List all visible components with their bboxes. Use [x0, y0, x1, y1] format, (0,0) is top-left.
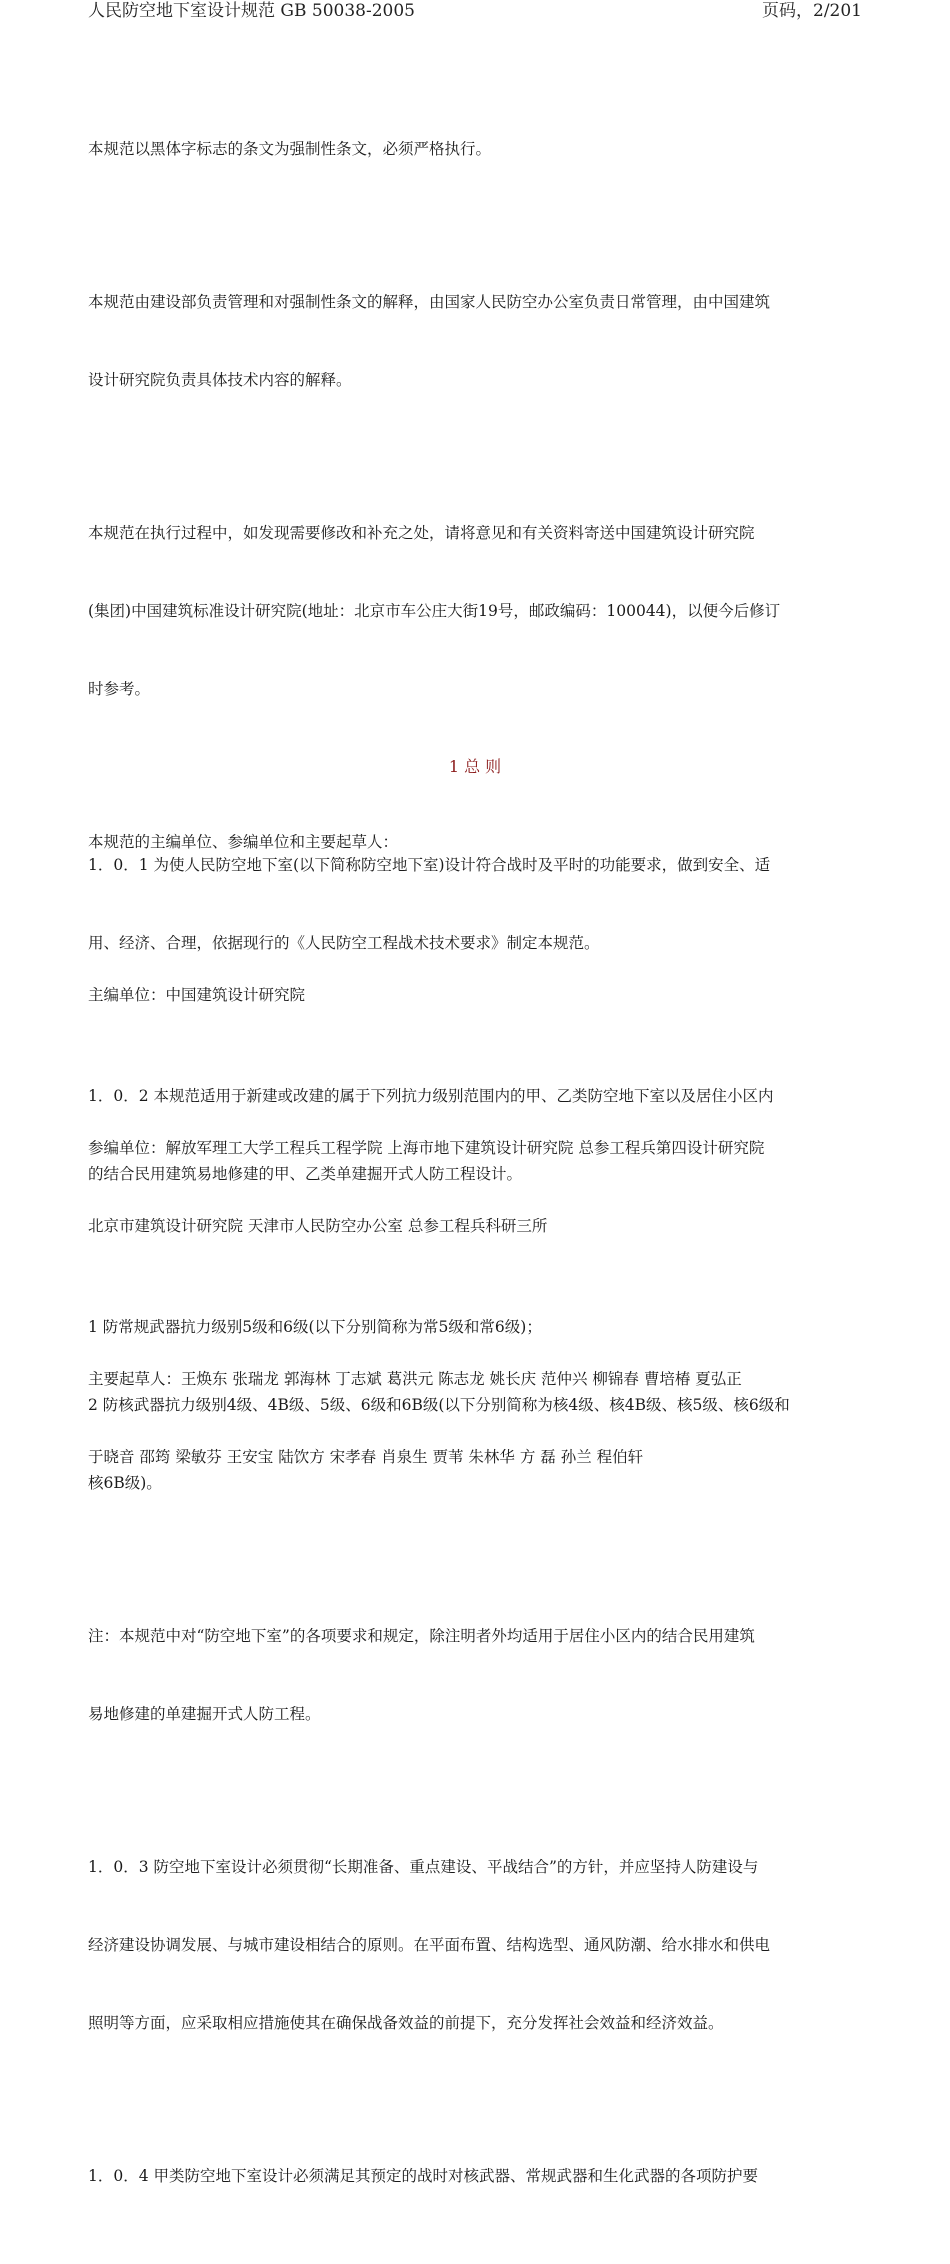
section-title: 1 总 则: [448, 757, 502, 776]
paragraph-feedback: 本规范在执行过程中，如发现需要修改和补充之处，请将意见和有关资料寄送中国建筑设计研究院 (集团)中国建筑标准设计研究院(地址：北京市车公庄大街19号，邮政编码：100044)，以便今后修订 时参考。: [88, 524, 781, 698]
paragraph-mandatory-note: 本规范以黑体字标志的条文为强制性条文，必须严格执行。: [88, 140, 492, 158]
clause-note: 注：本规范中对“防空地下室”的各项要求和规定，除注明者外均适用于居住小区内的结合民用建筑 易地修建的单建掘开式人防工程。: [88, 1627, 755, 1723]
paragraph-drafters: 主要起草人：王焕东 张瑞龙 郭海林 丁志斌 葛洪元 陈志龙 姚长庆 范仲兴 柳锦春 曹培椿 夏弘正 于晓音 邵筠 梁敏芬 王安宝 陆饮方 宋孝春 肖泉生 贾苇 朱林华 方 磊 孙兰 程伯轩: [88, 1370, 742, 1466]
paragraph-chief-editor: 主编单位：中国建筑设计研究院: [88, 986, 306, 1004]
page-header: [88, 0, 862, 26]
paragraph-participating-units: 参编单位：解放军理工大学工程兵工程学院 上海市地下建筑设计研究院 总参工程兵第四设计研究院 北京市建筑设计研究院 天津市人民防空办公室 总参工程兵科研三所: [88, 1139, 765, 1235]
page-number: 页码，2/201: [762, 1, 862, 21]
clause-1-0-2: 1．0．2 本规范适用于新建或改建的属于下列抗力级别范围内的甲、乙类防空地下室以及居住小区内 的结合民用建筑易地修建的甲、乙类单建掘开式人防工程设计。: [88, 1087, 774, 1183]
clause-1-0-3: 1．0．3 防空地下室设计必须贯彻“长期准备、重点建设、平战结合”的方针，并应坚持人防建设与 经济建设协调发展、与城市建设相结合的原则。在平面布置、结构选型、通风防潮、给水排水和供电 照明等方面，应采取相应措施使其在确保战备效益的前提下，充分发挥社会效益和经济效益。: [88, 1858, 771, 2032]
paragraph-management: 本规范由建设部负责管理和对强制性条文的解释，由国家人民防空办公室负责日常管理，由中国建筑 设计研究院负责具体技术内容的解释。: [88, 293, 771, 389]
general-provisions: [88, 800, 862, 2264]
paragraph-units-intro: 本规范的主编单位、参编单位和主要起草人：: [88, 833, 399, 851]
clause-1-0-4: 1．0．4 甲类防空地下室设计必须满足其预定的战时对核武器、常规武器和生化武器的各项防护要: [88, 2167, 759, 2185]
clause-resistance-levels: 1 防常规武器抗力级别5级和6级(以下分别简称为常5级和常6级)； 2 防核武器抗力级别4级、4B级、5级、6级和6B级(以下分别简称为核4级、核4B级、核5级、核6级和 核6B级)。: [88, 1318, 790, 1492]
document-title: 人民防空地下室设计规范 GB 50038-2005: [88, 1, 415, 21]
clause-1-0-1: 1．0．1 为使人民防空地下室(以下简称防空地下室)设计符合战时及平时的功能要求，做到安全、适 用、经济、合理，依据现行的《人民防空工程战术技术要求》制定本规范。: [88, 856, 771, 952]
